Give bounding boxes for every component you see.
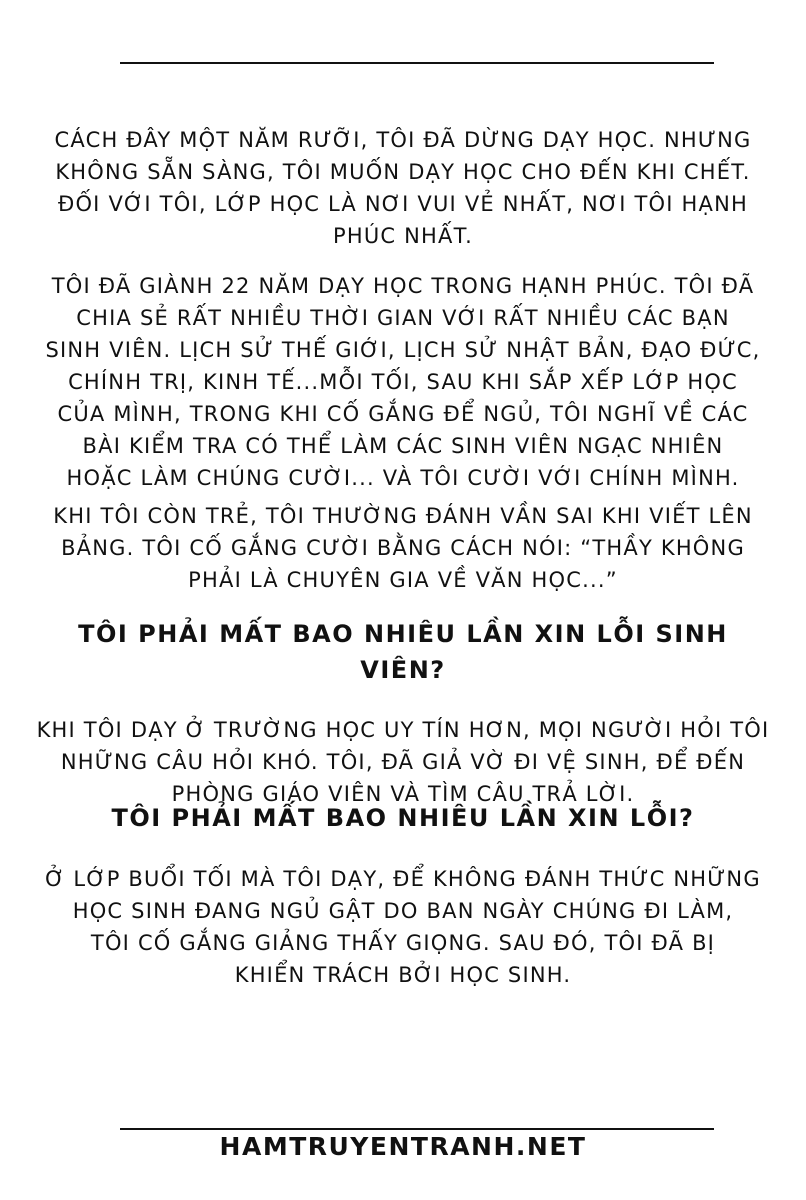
text-line: KHÔNG SẴN SÀNG, TÔI MUỐN DẠY HỌC CHO ĐẾN KHI CHẾT. [55, 160, 751, 184]
text-line: BÀI KIỂM TRA CÓ THỂ LÀM CÁC SINH VIÊN NGẠC NHIÊN [82, 434, 724, 458]
text-line: CHÍNH TRỊ, KINH TẾ...MỖI TỐI, SAU KHI SẮP XẾP LỚP HỌC [68, 370, 738, 394]
text-line: PHÚC NHẤT. [332, 224, 474, 248]
text-line: KHI TÔI DẠY Ở TRƯỜNG HỌC UY TÍN HƠN, MỌI NGƯỜI HỎI TÔI [36, 718, 770, 742]
text-line: HOẶC LÀM CHÚNG CƯỜI... VÀ TÔI CƯỜI VỚI CHÍNH MÌNH. [66, 466, 740, 490]
paragraph-intro [30, 124, 776, 252]
text-line: BẢNG. TÔI CỐ GẮNG CƯỜI BẰNG CÁCH NÓI: “THẦY KHÔNG [61, 536, 745, 560]
text-line: NHỮNG CÂU HỎI KHÓ. TÔI, ĐÃ GIẢ VỜ ĐI VỆ SINH, ĐỂ ĐẾN [60, 750, 746, 774]
text-line: KHI TÔI CÒN TRẺ, TÔI THƯỜNG ĐÁNH VẦN SAI KHI VIẾT LÊN [53, 504, 753, 528]
paragraph-spelling [30, 500, 776, 596]
text-line: PHÒNG GIÁO VIÊN VÀ TÌM CÂU TRẢ LỜI. [171, 782, 635, 806]
heading-line: TÔI PHẢI MẤT BAO NHIÊU LẦN XIN LỖI? [111, 804, 695, 832]
bottom-divider [120, 1128, 714, 1130]
text-line: SINH VIÊN. LỊCH SỬ THẾ GIỚI, LỊCH SỬ NHẬT BẢN, ĐẠO ĐỨC, [45, 338, 761, 362]
heading-line: TÔI PHẢI MẤT BAO NHIÊU LẦN XIN LỖI SINH [78, 620, 728, 648]
paragraph-prestigious-school [30, 714, 776, 810]
text-line: KHIỂN TRÁCH BỞI HỌC SINH. [234, 963, 572, 987]
text-line: CÁCH ĐÂY MỘT NĂM RƯỠI, TÔI ĐÃ DỪNG DẠY HỌC. NHƯNG [54, 128, 752, 152]
text-line: PHẢI LÀ CHUYÊN GIA VỀ VĂN HỌC...” [188, 568, 618, 592]
heading-apology [30, 800, 776, 836]
footer-site-name: HAMTRUYENTRANH.NET [219, 1132, 587, 1161]
top-divider [120, 62, 714, 64]
text-line: CỦA MÌNH, TRONG KHI CỐ GẮNG ĐỂ NGỦ, TÔI NGHĨ VỀ CÁC [57, 402, 749, 426]
text-line: HỌC SINH ĐANG NGỦ GẬT DO BAN NGÀY CHÚNG ĐI LÀM, [72, 899, 734, 923]
text-line: TÔI CỐ GẮNG GIẢNG THẤY GIỌNG. SAU ĐÓ, TÔI ĐÃ BỊ [90, 931, 716, 955]
heading-apology-students [30, 616, 776, 688]
paragraph-teaching-years [30, 270, 776, 494]
text-line: Ở LỚP BUỔI TỐI MÀ TÔI DẠY, ĐỂ KHÔNG ĐÁNH THỨC NHỮNG [45, 867, 761, 891]
text-line: ĐỐI VỚI TÔI, LỚP HỌC LÀ NƠI VUI VẺ NHẤT, NƠI TÔI HẠNH [57, 192, 749, 216]
heading-line: VIÊN? [360, 656, 446, 684]
paragraph-night-class [30, 863, 776, 991]
text-line: TÔI ĐÃ GIÀNH 22 NĂM DẠY HỌC TRONG HẠNH PHÚC. TÔI ĐÃ [51, 274, 755, 298]
text-line: CHIA SẺ RẤT NHIỀU THỜI GIAN VỚI RẤT NHIỀU CÁC BẠN [76, 306, 730, 330]
